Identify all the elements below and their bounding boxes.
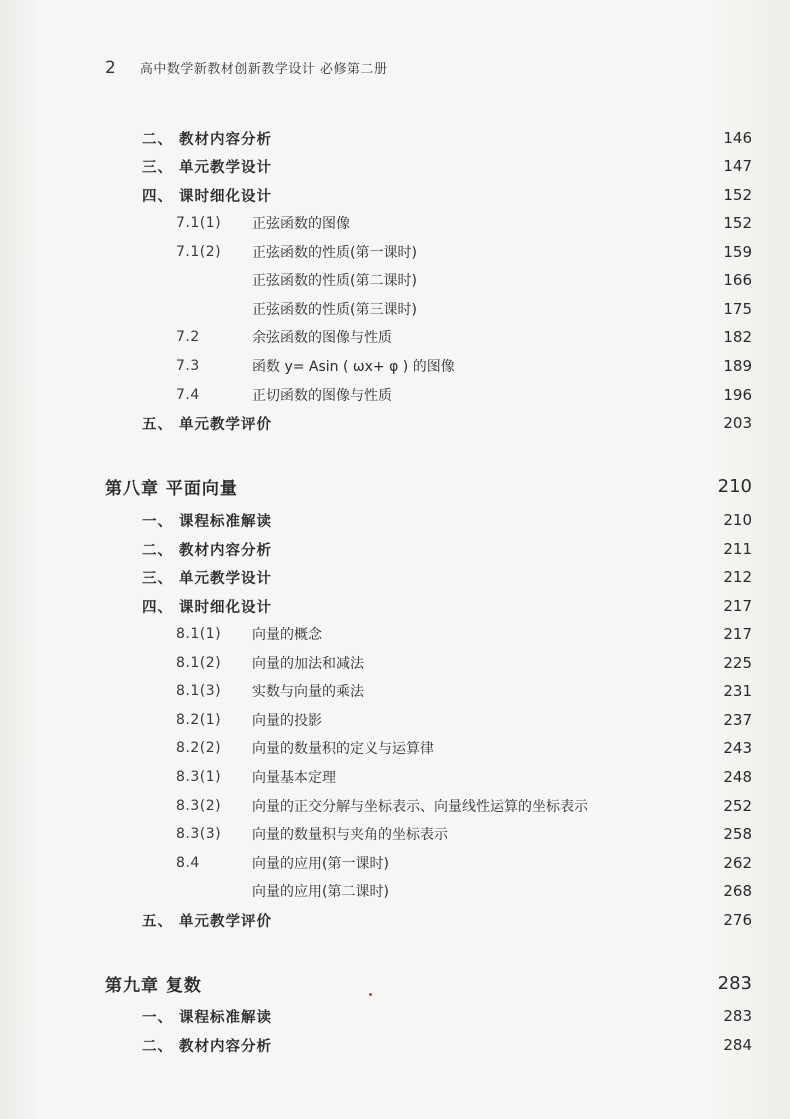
lesson-title: 向量的应用(第一课时) bbox=[252, 856, 389, 872]
chapter-title: 第八章 平面向量 bbox=[105, 478, 238, 499]
ink-speck bbox=[369, 993, 372, 996]
toc-lesson-entry[interactable] bbox=[176, 241, 752, 263]
section-title: 一、 课程标准解读 bbox=[142, 1009, 273, 1026]
toc-lesson-entry[interactable] bbox=[176, 212, 752, 234]
lesson-title: 向量的投影 bbox=[252, 713, 322, 729]
page-number-ref: 147 bbox=[723, 157, 752, 175]
lesson-code: 7.3 bbox=[176, 358, 200, 374]
toc-lesson-entry[interactable] bbox=[176, 852, 752, 874]
page-number: 2 bbox=[105, 58, 116, 78]
page-number-ref: 225 bbox=[723, 654, 752, 672]
lesson-title: 向量的应用(第二课时) bbox=[252, 884, 389, 900]
section-title: 五、 单元教学评价 bbox=[142, 416, 273, 433]
page-number-ref: 276 bbox=[723, 911, 752, 929]
lesson-title: 正弦函数的性质(第二课时) bbox=[252, 273, 417, 289]
page-number-ref: 248 bbox=[723, 768, 752, 786]
page-number-ref: 231 bbox=[723, 682, 752, 700]
lesson-code: 8.1(1) bbox=[176, 626, 222, 642]
lesson-code: 8.3(3) bbox=[176, 826, 222, 842]
page-number-ref: 283 bbox=[717, 972, 752, 994]
page-number-ref: 210 bbox=[717, 475, 752, 497]
page-number-ref: 196 bbox=[723, 386, 752, 404]
lesson-code: 8.1(3) bbox=[176, 683, 222, 699]
lesson-code: 7.4 bbox=[176, 387, 200, 403]
lesson-title: 正切函数的图像与性质 bbox=[252, 388, 392, 404]
lesson-code: 8.3(2) bbox=[176, 798, 222, 814]
lesson-code: 7.2 bbox=[176, 329, 200, 345]
section-title: 一、 课程标准解读 bbox=[142, 513, 273, 530]
page-number-ref: 217 bbox=[723, 625, 752, 643]
page-number-ref: 152 bbox=[723, 214, 752, 232]
section-title: 三、 单元教学设计 bbox=[142, 570, 273, 587]
toc-lesson-entry[interactable] bbox=[176, 737, 752, 759]
toc-lesson-entry[interactable] bbox=[176, 623, 752, 645]
lesson-code: 8.3(1) bbox=[176, 769, 222, 785]
toc-lesson-entry[interactable] bbox=[176, 709, 752, 731]
page-number-ref: 210 bbox=[723, 511, 752, 529]
page-number-ref: 152 bbox=[723, 186, 752, 204]
section-title: 五、 单元教学评价 bbox=[142, 913, 273, 930]
page-number-ref: 217 bbox=[723, 597, 752, 615]
page-number-ref: 262 bbox=[723, 854, 752, 872]
lesson-title: 实数与向量的乘法 bbox=[252, 684, 364, 700]
lesson-title: 余弦函数的图像与性质 bbox=[252, 330, 392, 346]
toc-lesson-entry[interactable] bbox=[176, 880, 752, 902]
toc-lesson-entry[interactable] bbox=[176, 823, 752, 845]
page-number-ref: 243 bbox=[723, 739, 752, 757]
lesson-title: 向量的概念 bbox=[252, 627, 322, 643]
page-number-ref: 283 bbox=[723, 1007, 752, 1025]
lesson-title: 正弦函数的图像 bbox=[252, 216, 350, 232]
page-number-ref: 211 bbox=[723, 540, 752, 558]
lesson-title: 向量的数量积的定义与运算律 bbox=[252, 741, 434, 757]
toc-section-entry[interactable] bbox=[142, 909, 752, 931]
section-title: 二、 教材内容分析 bbox=[142, 542, 273, 559]
lesson-code: 8.1(2) bbox=[176, 655, 222, 671]
lesson-code: 8.4 bbox=[176, 855, 200, 871]
lesson-title: 正弦函数的性质(第三课时) bbox=[252, 302, 417, 318]
lesson-code: 7.1(1) bbox=[176, 215, 222, 231]
toc-section-entry[interactable] bbox=[142, 1005, 752, 1027]
page-number-ref: 258 bbox=[723, 825, 752, 843]
lesson-title: 向量的加法和减法 bbox=[252, 656, 364, 672]
page-number-ref: 146 bbox=[723, 129, 752, 147]
lesson-title: 向量的数量积与夹角的坐标表示 bbox=[252, 827, 448, 843]
toc-section-entry[interactable] bbox=[142, 184, 752, 206]
page-number-ref: 284 bbox=[723, 1036, 752, 1054]
toc-chapter-entry[interactable] bbox=[105, 970, 752, 996]
toc-section-entry[interactable] bbox=[142, 127, 752, 149]
lesson-code: 7.1(2) bbox=[176, 244, 222, 260]
book-title: 高中数学新教材创新教学设计 必修第二册 bbox=[139, 62, 388, 77]
toc-section-entry[interactable] bbox=[142, 538, 752, 560]
toc-lesson-entry[interactable] bbox=[176, 795, 752, 817]
page-number-ref: 237 bbox=[723, 711, 752, 729]
toc-section-entry[interactable] bbox=[142, 1034, 752, 1056]
toc-chapter-entry[interactable] bbox=[105, 473, 752, 499]
toc-lesson-entry[interactable] bbox=[176, 680, 752, 702]
page-number-ref: 175 bbox=[723, 300, 752, 318]
lesson-title: 函数 y= Asin ( ωx+ φ ) 的图像 bbox=[252, 359, 455, 375]
section-title: 四、 课时细化设计 bbox=[142, 188, 273, 205]
lesson-code: 8.2(1) bbox=[176, 712, 222, 728]
section-title: 二、 教材内容分析 bbox=[142, 131, 273, 148]
page-number-ref: 182 bbox=[723, 328, 752, 346]
toc-section-entry[interactable] bbox=[142, 566, 752, 588]
toc-lesson-entry[interactable] bbox=[176, 384, 752, 406]
toc-section-entry[interactable] bbox=[142, 155, 752, 177]
toc-section-entry[interactable] bbox=[142, 509, 752, 531]
page-number-ref: 159 bbox=[723, 243, 752, 261]
lesson-title: 正弦函数的性质(第一课时) bbox=[252, 245, 417, 261]
lesson-title: 向量基本定理 bbox=[252, 770, 336, 786]
page-number-ref: 203 bbox=[723, 414, 752, 432]
toc-lesson-entry[interactable] bbox=[176, 766, 752, 788]
page-number-ref: 212 bbox=[723, 568, 752, 586]
toc-lesson-entry[interactable] bbox=[176, 652, 752, 674]
lesson-title: 向量的正交分解与坐标表示、向量线性运算的坐标表示 bbox=[252, 799, 588, 815]
section-title: 四、 课时细化设计 bbox=[142, 599, 273, 616]
chapter-title: 第九章 复数 bbox=[105, 975, 202, 996]
page-number-ref: 268 bbox=[723, 882, 752, 900]
toc-section-entry[interactable] bbox=[142, 412, 752, 434]
lesson-code: 8.2(2) bbox=[176, 740, 222, 756]
toc-section-entry[interactable] bbox=[142, 595, 752, 617]
toc-lesson-entry[interactable] bbox=[176, 326, 752, 348]
page-number-ref: 252 bbox=[723, 797, 752, 815]
page-number-ref: 189 bbox=[723, 357, 752, 375]
toc-lesson-entry[interactable] bbox=[176, 355, 752, 377]
page-number-ref: 166 bbox=[723, 271, 752, 289]
toc-lesson-entry[interactable] bbox=[176, 298, 752, 320]
section-title: 二、 教材内容分析 bbox=[142, 1038, 273, 1055]
section-title: 三、 单元教学设计 bbox=[142, 159, 273, 176]
toc-lesson-entry[interactable] bbox=[176, 269, 752, 291]
